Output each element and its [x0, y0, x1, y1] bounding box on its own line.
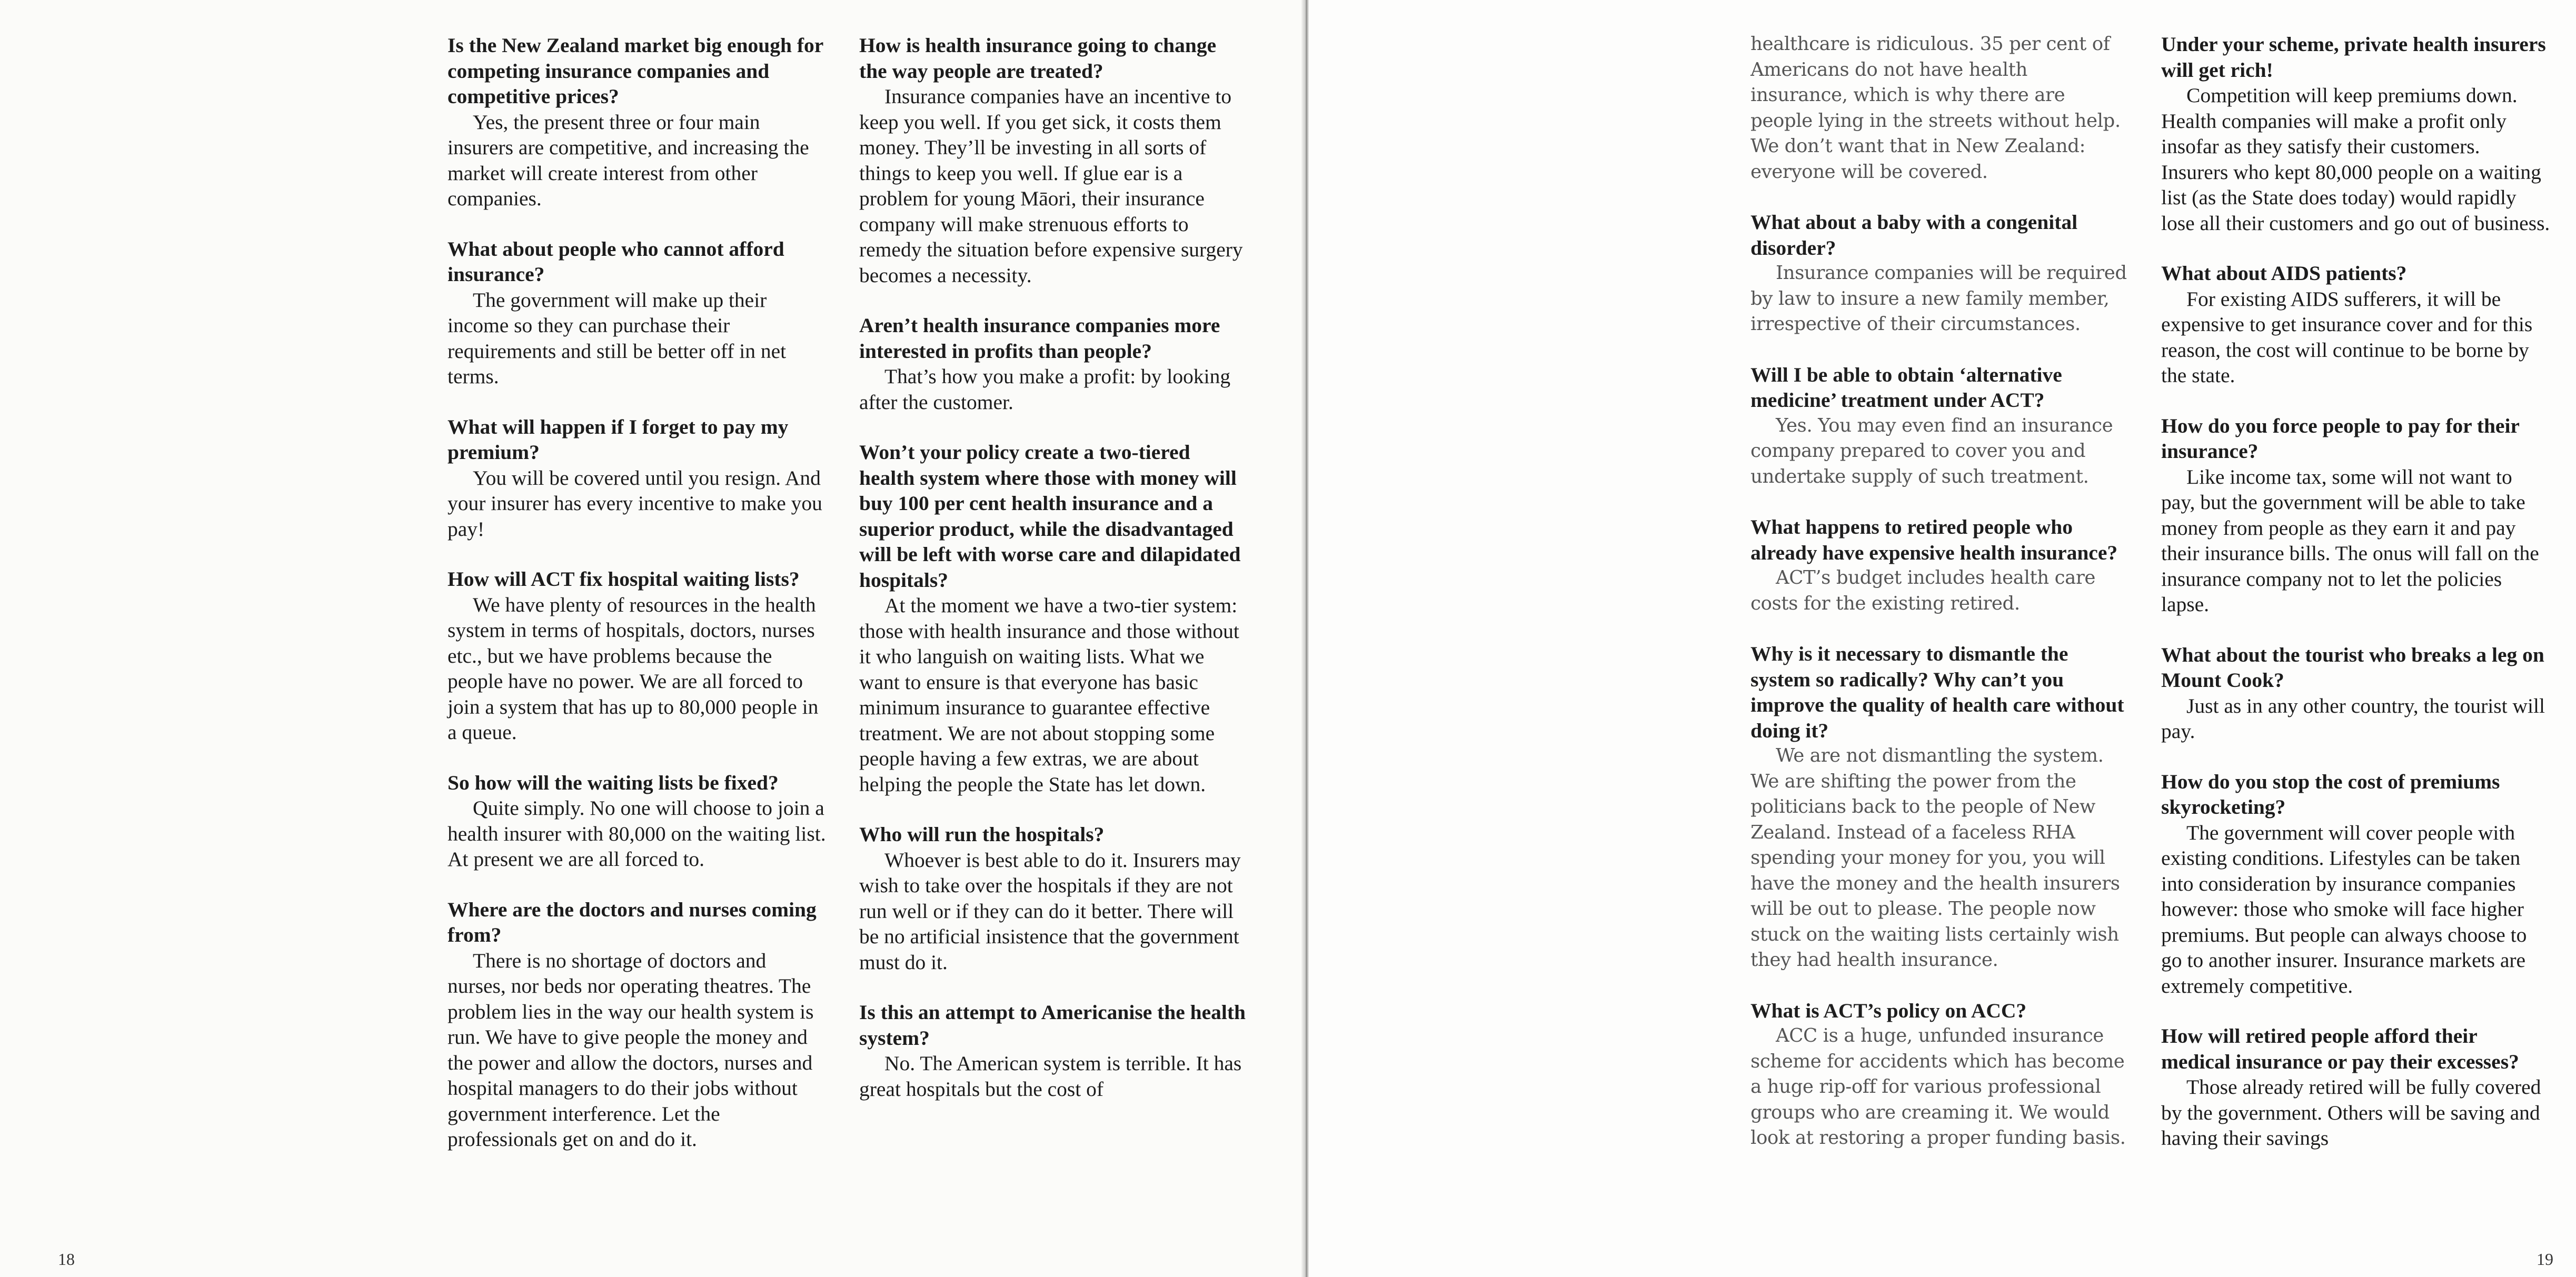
answer: ACC is a huge, unfunded insurance scheme for accidents which has become a huge rip-off for various professional groups who are creaming it. We would look at restoring a proper funding basis. [1751, 1025, 2126, 1149]
answer: Quite simply. No one will choose to join a health insurer with 80,000 on the waiting list. At present we are all forced to. [447, 796, 826, 871]
answer: We are not dismantling the system. We are shifting the power from the politicians back to the people of New Zealand. Instead of a faceless RHA spending your money for you, you will have the money and the health insurers will be out to please. The people now stuck on the waiting lists certainly wish they had health insurance. [1751, 745, 2120, 971]
answer: ACT’s budget includes health care costs for the existing retired. [1751, 567, 2096, 614]
answer: Just as in any other country, the tourist will pay. [2161, 694, 2545, 743]
question: So how will the waiting lists be fixed? [447, 771, 779, 794]
question: How is health insurance going to change the way people are treated? [859, 34, 1217, 83]
question: Will I be able to obtain ‘alternative medicine’ treatment under ACT? [1751, 363, 2062, 412]
question: What about AIDS patients? [2161, 262, 2407, 285]
question: Who will run the hospitals? [859, 823, 1105, 846]
column-4 [2161, 32, 2551, 1151]
answer: Insurance companies will be required by law to insure a new family member, irrespective of their circumstances. [1751, 262, 2127, 335]
question: Where are the doctors and nurses coming from? [447, 897, 817, 946]
question: How will ACT fix hospital waiting lists? [447, 567, 800, 591]
answer: Yes, the present three or four main insurers are competitive, and increasing the market will create interest from other companies. [447, 110, 809, 210]
question: What about people who cannot afford insurance? [447, 237, 784, 286]
answer-continued: healthcare is ridiculous. 35 per cent of Americans do not have health insurance, which is why there are people lying in the streets without help. We don’t want that in New Zealand: everyone will be covered. [1751, 33, 2121, 183]
answer: No. The American system is terrible. It has great hospitals but the cost of [859, 1052, 1242, 1101]
question: What is ACT’s policy on ACC? [1751, 999, 2027, 1022]
column-3 [1751, 32, 2130, 1151]
answer: The government will make up their income so they can purchase their requirements and still be better off in net terms. [447, 288, 787, 388]
question: Won’t your policy create a two-tiered health system where those with money will buy 100 per cent health insurance and a superior product, while the disadvantaged will be left with worse care and dilapidated hospitals? [859, 441, 1241, 592]
answer: Whoever is best able to do it. Insurers may wish to take over the hospitals if they are not run well or if they can do it better. There will be no artificial insistence that the government must do it. [859, 848, 1241, 974]
answer: We have plenty of resources in the health system in terms of hospitals, doctors, nurses etc., but we have problems because the people have no power. We are all forced to join a system that has up to 80,000 people in a queue. [447, 593, 819, 744]
question: Under your scheme, private health insurers will get rich! [2161, 33, 2546, 82]
question: How do you force people to pay for their insurance? [2161, 414, 2520, 463]
question: What about the tourist who breaks a leg on Mount Cook? [2161, 643, 2544, 692]
answer: Competition will keep premiums down. Health companies will make a profit only insofar as they satisfy their customers. Insurers who kept 80,000 people on a waiting list (as the State does today) would rapidly lose all their customers and go out of business. [2161, 84, 2550, 235]
page-number-left: 18 [58, 1250, 75, 1269]
question: Aren’t health insurance companies more interested in profits than people? [859, 314, 1220, 363]
answer: Yes. You may even find an insurance company prepared to cover you and undertake supply of such treatment. [1751, 414, 2113, 487]
question: What happens to retired people who already have expensive health insurance? [1751, 515, 2118, 564]
column-2 [859, 33, 1249, 1102]
question: What will happen if I forget to pay my premium? [447, 415, 789, 464]
column-1 [447, 33, 827, 1152]
question: Why is it necessary to dismantle the system so radically? Why can’t you improve the quality of health care without doing it? [1751, 642, 2124, 742]
question: What about a baby with a congenital disorder? [1751, 211, 2078, 260]
answer: That’s how you make a profit: by looking after the customer. [859, 365, 1231, 414]
answer: You will be covered until you resign. And your insurer has every incentive to make you pay! [447, 466, 822, 541]
answer: Insurance companies have an incentive to keep you well. If you get sick, it costs them money. They’ll be investing in all sorts of things to keep you well. If glue ear is a problem for young Māori, their insurance company will make strenuous efforts to remedy the situation before expensive surgery becomes a necessity. [859, 85, 1243, 287]
answer: For existing AIDS sufferers, it will be expensive to get insurance cover and for this reason, the cost will continue to be borne by the state. [2161, 287, 2533, 387]
answer: There is no shortage of doctors and nurses, nor beds nor operating theatres. The problem lies in the way our health system is run. We have to give people the money and the power and allow the doctors, nurses and hospital managers to do their jobs without government interference. Let the professionals get on and do it. [447, 949, 814, 1151]
answer: Like income tax, some will not want to pay, but the government will be able to take money from people as they earn it and pay their insurance bills. The onus will fall on the insurance company not to let the policies lapse. [2161, 465, 2539, 616]
answer: The government will cover people with existing conditions. Lifestyles can be taken into consideration by insurance companies however: those who smoke will face higher premiums. But people can always choose to go to another insurer. Insurance markets are extremely competitive. [2161, 821, 2527, 997]
question: How will retired people afford their medical insurance or pay their excesses? [2161, 1024, 2519, 1073]
question: Is the New Zealand market big enough for competing insurance companies and competitive prices? [447, 34, 823, 108]
page-number-right: 19 [2537, 1250, 2553, 1269]
answer: Those already retired will be fully covered by the government. Others will be saving and having their savings [2161, 1075, 2541, 1150]
question: Is this an attempt to Americanise the health system? [859, 1001, 1246, 1050]
question: How do you stop the cost of premiums skyrocketing? [2161, 770, 2500, 819]
answer: At the moment we have a two-tier system: those with health insurance and those without it who languish on waiting lists. What we want to ensure is that everyone has basic minimum insurance to guarantee effective treatment. We are not about stopping some people having a few extras, we are about helping the people the State has let down. [859, 594, 1239, 796]
